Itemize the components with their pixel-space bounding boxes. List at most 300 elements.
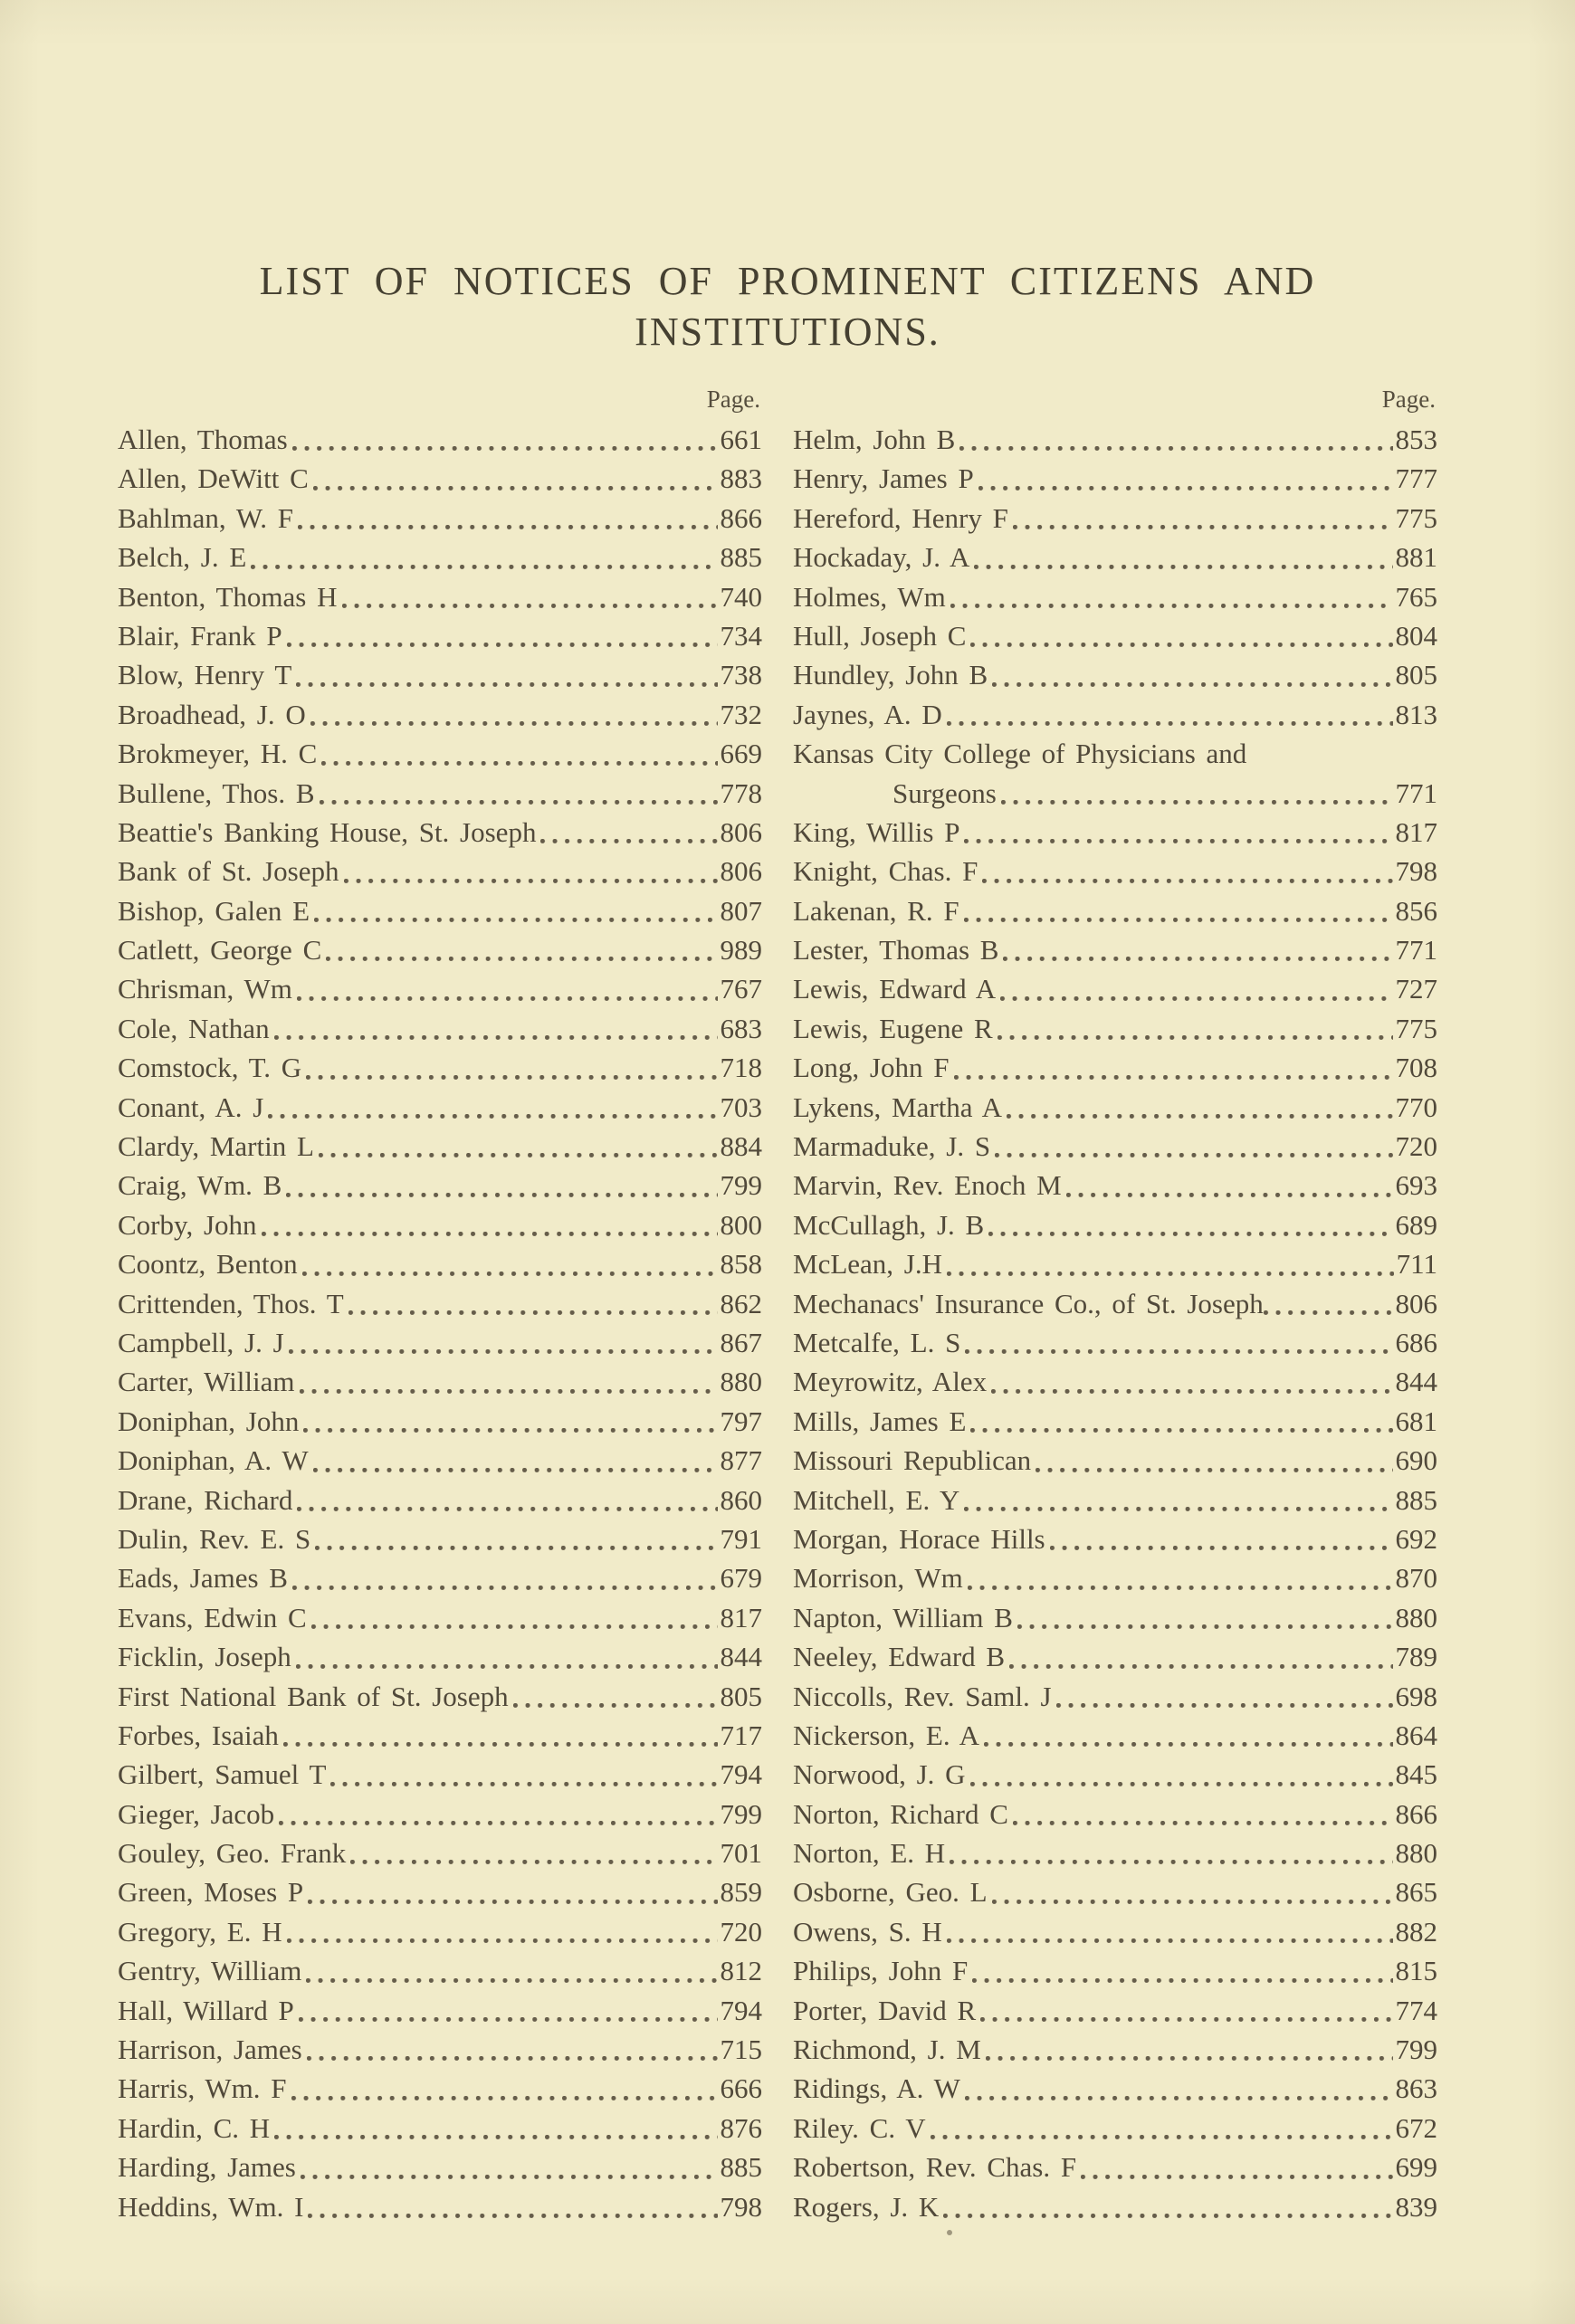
entry-name: Holmes, Wm bbox=[793, 580, 946, 613]
entry-page-number: 859 bbox=[720, 1876, 762, 1909]
dot-leader bbox=[513, 1677, 718, 1716]
dot-leader bbox=[992, 655, 1392, 694]
entry-page-number: 867 bbox=[720, 1326, 762, 1358]
entry-name: Gieger, Jacob bbox=[118, 1797, 275, 1830]
entry-name: Mills, James E bbox=[793, 1405, 967, 1437]
entry-name: Gouley, Geo. Frank bbox=[118, 1837, 347, 1870]
dot-leader bbox=[344, 852, 718, 891]
dot-leader bbox=[302, 1244, 718, 1283]
entry-page-number: 666 bbox=[720, 2072, 762, 2105]
entry-page-number: 699 bbox=[1395, 2151, 1437, 2184]
entry-page-number: 885 bbox=[720, 2151, 762, 2184]
entry-name: Hardin, C. H bbox=[118, 2111, 271, 2144]
entry-name: Lewis, Edward A bbox=[793, 973, 997, 1005]
entry-name: Benton, Thomas H bbox=[118, 580, 338, 613]
index-entry bbox=[118, 1284, 762, 1323]
index-entry bbox=[793, 2148, 1437, 2186]
dot-leader bbox=[319, 1127, 718, 1166]
dot-leader bbox=[970, 616, 1392, 655]
dot-leader bbox=[931, 2109, 1393, 2148]
dot-leader bbox=[995, 1127, 1392, 1166]
dot-leader bbox=[982, 852, 1392, 891]
index-entry bbox=[793, 969, 1437, 1008]
entry-name: Hockaday, J. A bbox=[793, 541, 970, 574]
index-entry bbox=[118, 1637, 762, 1676]
dot-leader bbox=[947, 1912, 1393, 1951]
index-entry bbox=[118, 1755, 762, 1794]
dot-leader bbox=[959, 420, 1392, 459]
entry-name: Metcalfe, L. S bbox=[793, 1326, 961, 1358]
entry-name: Norton, Richard C bbox=[793, 1797, 1008, 1830]
dot-leader bbox=[308, 2187, 717, 2226]
entry-page-number: 718 bbox=[720, 1052, 762, 1084]
index-entry bbox=[118, 1402, 762, 1441]
index-entry bbox=[793, 655, 1437, 694]
entry-name: Lester, Thomas B bbox=[793, 934, 999, 967]
index-entry bbox=[793, 420, 1437, 459]
entry-page-number: 679 bbox=[720, 1562, 762, 1595]
entry-name: Hereford, Henry F bbox=[793, 501, 1008, 534]
entry-page-number: 882 bbox=[1395, 1915, 1437, 1948]
index-entry bbox=[118, 734, 762, 773]
entry-page-number: 813 bbox=[1395, 698, 1437, 730]
index-entry bbox=[118, 2187, 762, 2226]
entry-page-number: 806 bbox=[1395, 1287, 1437, 1319]
index-entry bbox=[118, 1598, 762, 1637]
index-entry bbox=[118, 1362, 762, 1401]
entry-page-number: 794 bbox=[720, 1994, 762, 2026]
index-entry bbox=[793, 1481, 1437, 1519]
index-entry bbox=[793, 1755, 1437, 1794]
index-column-left bbox=[118, 384, 762, 2226]
dot-leader bbox=[310, 695, 718, 734]
entry-page-number: 775 bbox=[1395, 1012, 1437, 1044]
dot-leader bbox=[1081, 2148, 1392, 2186]
entry-page-number: 815 bbox=[1395, 1955, 1437, 1987]
entry-name: Marmaduke, J. S bbox=[793, 1130, 991, 1163]
entry-page-number: 797 bbox=[720, 1405, 762, 1437]
dot-leader bbox=[308, 1872, 717, 1911]
dot-leader bbox=[303, 1402, 717, 1441]
entry-page-number: 775 bbox=[1395, 501, 1437, 534]
entry-page-number: 866 bbox=[720, 501, 762, 534]
index-entry bbox=[793, 1362, 1437, 1401]
entry-page-number: 883 bbox=[720, 462, 762, 495]
entry-page-number: 683 bbox=[720, 1012, 762, 1044]
entry-name: Bahlman, W. F bbox=[118, 501, 294, 534]
index-entry bbox=[118, 1716, 762, 1755]
dot-leader bbox=[297, 1481, 717, 1519]
dot-leader bbox=[330, 1755, 717, 1794]
dot-leader bbox=[1009, 1637, 1392, 1676]
dot-leader bbox=[313, 459, 718, 498]
entry-page-number: 853 bbox=[1395, 424, 1437, 455]
page-title-line2: INSTITUTIONS. bbox=[635, 310, 940, 354]
dot-leader bbox=[306, 1951, 717, 1990]
entry-page-number: 774 bbox=[1395, 1994, 1437, 2026]
entry-name: Bullene, Thos. B bbox=[118, 776, 315, 809]
index-column-right bbox=[793, 384, 1437, 2226]
entry-page-number: 799 bbox=[720, 1797, 762, 1830]
index-entry bbox=[793, 2109, 1437, 2148]
index-entry bbox=[118, 2148, 762, 2186]
entry-page-number: 693 bbox=[1395, 1169, 1437, 1202]
entry-page-number: 880 bbox=[720, 1366, 762, 1398]
entry-name: Evans, Edwin C bbox=[118, 1601, 307, 1633]
index-entry bbox=[793, 1598, 1437, 1637]
index-entry bbox=[118, 695, 762, 734]
entry-name: Drane, Richard bbox=[118, 1483, 293, 1516]
entry-page-number: 862 bbox=[720, 1287, 762, 1319]
dot-leader bbox=[350, 1833, 717, 1872]
dot-leader bbox=[540, 813, 717, 852]
entry-name: Green, Moses P bbox=[118, 1876, 304, 1909]
dot-leader bbox=[314, 891, 717, 930]
dot-leader bbox=[954, 1048, 1393, 1087]
index-entry bbox=[793, 577, 1437, 616]
entry-name: Marvin, Rev. Enoch M bbox=[793, 1169, 1062, 1202]
index-entry bbox=[793, 734, 1437, 773]
entry-name: Long, John F bbox=[793, 1052, 950, 1084]
index-entry bbox=[118, 1127, 762, 1166]
index-entry bbox=[793, 930, 1437, 969]
entry-name: Jaynes, A. D bbox=[793, 698, 942, 730]
entry-name: Gentry, William bbox=[118, 1955, 302, 1987]
entry-name: Helm, John B bbox=[793, 424, 956, 455]
dot-leader bbox=[274, 1009, 718, 1048]
entry-page-number: 807 bbox=[720, 894, 762, 927]
entry-page-number: 800 bbox=[720, 1208, 762, 1241]
entry-page-number: 817 bbox=[720, 1601, 762, 1633]
index-entry bbox=[793, 2187, 1437, 2226]
entry-page-number: 771 bbox=[1395, 776, 1437, 809]
dot-leader bbox=[315, 1519, 717, 1558]
entry-name: Coontz, Benton bbox=[118, 1248, 298, 1281]
entry-name: Missouri Republican bbox=[793, 1444, 1032, 1477]
entry-page-number: 806 bbox=[720, 855, 762, 888]
dot-leader bbox=[268, 1088, 717, 1127]
index-entry bbox=[118, 420, 762, 459]
index-entry bbox=[118, 459, 762, 498]
dot-leader bbox=[980, 1991, 1392, 2030]
entry-page-number: 798 bbox=[1395, 855, 1437, 888]
dot-leader bbox=[950, 577, 1393, 616]
entry-name: Meyrowitz, Alex bbox=[793, 1366, 988, 1398]
index-entry bbox=[793, 1127, 1437, 1166]
entry-page-number: 771 bbox=[1395, 934, 1437, 967]
dot-leader bbox=[311, 1598, 718, 1637]
entry-page-number: 798 bbox=[720, 2190, 762, 2223]
entry-name: Mechanacs' Insurance Co., of St. Joseph bbox=[793, 1287, 1264, 1319]
index-entry bbox=[118, 1795, 762, 1833]
index-entry bbox=[793, 1558, 1437, 1597]
index-entry bbox=[118, 774, 762, 813]
entry-name: Blair, Frank P bbox=[118, 619, 282, 652]
entry-page-number: 799 bbox=[1395, 2034, 1437, 2066]
index-entry bbox=[118, 2109, 762, 2148]
index-entry bbox=[118, 813, 762, 852]
index-entry bbox=[793, 1323, 1437, 1362]
index-entry bbox=[118, 2069, 762, 2108]
index-entry bbox=[793, 1833, 1437, 1872]
entry-page-number: 698 bbox=[1395, 1680, 1437, 1712]
dot-leader bbox=[1013, 499, 1393, 538]
entry-page-number: 880 bbox=[1395, 1601, 1437, 1633]
index-entry bbox=[118, 577, 762, 616]
dot-leader bbox=[291, 2069, 718, 2108]
entry-name: Napton, William B bbox=[793, 1601, 1013, 1633]
dot-leader bbox=[968, 1558, 1393, 1597]
entry-page-number: 681 bbox=[1395, 1405, 1437, 1437]
index-entry bbox=[118, 1166, 762, 1205]
entry-name: Morrison, Wm bbox=[793, 1562, 963, 1595]
entry-page-number: 877 bbox=[720, 1444, 762, 1477]
index-entry bbox=[793, 813, 1437, 852]
entry-name: Belch, J. E bbox=[118, 541, 247, 574]
entry-name: Henry, James P bbox=[793, 462, 974, 495]
index-columns bbox=[118, 384, 1437, 2226]
entry-page-number: 734 bbox=[720, 619, 762, 652]
dot-leader bbox=[1017, 1598, 1393, 1637]
entry-page-number: 692 bbox=[1395, 1522, 1437, 1555]
entry-name: Brokmeyer, H. C bbox=[118, 738, 318, 770]
entry-name: Norwood, J. G bbox=[793, 1758, 966, 1791]
entry-name: Gregory, E. H bbox=[118, 1915, 282, 1948]
index-entry bbox=[118, 1323, 762, 1362]
dot-leader bbox=[289, 1323, 718, 1362]
entry-page-number: 791 bbox=[720, 1522, 762, 1555]
entry-name: Philips, John F bbox=[793, 1955, 969, 1987]
entry-page-number: 778 bbox=[720, 776, 762, 809]
entry-name: Hall, Willard P bbox=[118, 1994, 294, 2026]
entry-name: Allen, Thomas bbox=[118, 424, 288, 455]
entry-page-number: 866 bbox=[1395, 1797, 1437, 1830]
dot-leader bbox=[299, 1991, 718, 2030]
entry-name: Bank of St. Joseph bbox=[118, 855, 339, 888]
entry-page-number: 880 bbox=[1395, 1837, 1437, 1870]
index-entry bbox=[118, 1048, 762, 1087]
entry-name: Clardy, Martin L bbox=[118, 1130, 314, 1163]
entry-name: Allen, DeWitt C bbox=[118, 462, 309, 495]
entry-name: Carter, William bbox=[118, 1366, 295, 1398]
index-entry bbox=[118, 1872, 762, 1911]
entry-name: Doniphan, A. W bbox=[118, 1444, 309, 1477]
entry-page-number: 708 bbox=[1395, 1052, 1437, 1084]
entry-name: Forbes, Isaiah bbox=[118, 1719, 279, 1751]
entry-page-number: 701 bbox=[720, 1837, 762, 1870]
entry-name: First National Bank of St. Joseph bbox=[118, 1680, 509, 1712]
dot-leader bbox=[306, 1048, 717, 1087]
index-entry bbox=[118, 852, 762, 891]
index-entry bbox=[118, 891, 762, 930]
entry-name: Blow, Henry T bbox=[118, 659, 292, 691]
index-entry bbox=[793, 774, 1437, 813]
entry-page-number: 767 bbox=[720, 973, 762, 1005]
dot-leader bbox=[964, 1481, 1392, 1519]
entry-name: Riley. C. V bbox=[793, 2111, 926, 2144]
entry-page-number: 885 bbox=[720, 541, 762, 574]
dot-leader bbox=[348, 1284, 718, 1323]
entry-name: Knight, Chas. F bbox=[793, 855, 978, 888]
entry-page-number: 717 bbox=[720, 1719, 762, 1751]
dot-leader bbox=[1007, 1088, 1393, 1127]
entry-name: Richmond, J. M bbox=[793, 2034, 981, 2066]
index-entry bbox=[793, 1205, 1437, 1244]
index-entry bbox=[118, 1481, 762, 1519]
index-entry bbox=[118, 1519, 762, 1558]
entry-name: Crittenden, Thos. T bbox=[118, 1287, 344, 1319]
entry-name: Catlett, George C bbox=[118, 934, 322, 967]
index-entry bbox=[793, 499, 1437, 538]
entry-page-number: 669 bbox=[720, 738, 762, 770]
entry-page-number: 881 bbox=[1395, 541, 1437, 574]
dot-leader bbox=[283, 1716, 718, 1755]
index-entry bbox=[793, 616, 1437, 655]
entry-page-number: 989 bbox=[720, 934, 762, 967]
dot-leader bbox=[978, 459, 1393, 498]
entry-page-number: 845 bbox=[1395, 1758, 1437, 1791]
entry-page-number: 770 bbox=[1395, 1091, 1437, 1123]
dot-leader bbox=[251, 538, 717, 576]
index-entry bbox=[793, 1519, 1437, 1558]
index-entry bbox=[118, 1441, 762, 1480]
entry-name: Surgeons bbox=[892, 776, 997, 809]
dot-leader bbox=[321, 734, 717, 773]
index-entry bbox=[793, 1088, 1437, 1127]
index-list-left bbox=[118, 420, 762, 2226]
entry-name: Rogers, J. K bbox=[793, 2190, 940, 2223]
index-entry bbox=[793, 1991, 1437, 2030]
entry-page-number: 740 bbox=[720, 580, 762, 613]
entry-page-number: 812 bbox=[720, 1955, 762, 1987]
dot-leader bbox=[313, 1441, 718, 1480]
entry-name: Robertson, Rev. Chas. F bbox=[793, 2151, 1077, 2184]
entry-name: Chrisman, Wm bbox=[118, 973, 292, 1005]
dot-leader bbox=[287, 1912, 718, 1951]
entry-page-number: 870 bbox=[1395, 1562, 1437, 1595]
index-entry bbox=[793, 538, 1437, 576]
dot-leader bbox=[1050, 1519, 1393, 1558]
entry-page-number: 789 bbox=[1395, 1641, 1437, 1673]
entry-page-number: 777 bbox=[1395, 462, 1437, 495]
index-entry bbox=[793, 891, 1437, 930]
dot-leader bbox=[965, 2069, 1393, 2108]
dot-leader bbox=[1036, 1441, 1392, 1480]
dot-leader bbox=[292, 420, 718, 459]
dot-leader bbox=[1000, 969, 1392, 1008]
page-column-header-right: Page. bbox=[1381, 386, 1436, 413]
dot-leader bbox=[964, 813, 1392, 852]
entry-name: Nickerson, E. A bbox=[793, 1719, 980, 1751]
entry-page-number: 690 bbox=[1395, 1444, 1437, 1477]
dot-leader bbox=[297, 969, 718, 1008]
index-entry bbox=[793, 1795, 1437, 1833]
entry-page-number: 865 bbox=[1395, 1876, 1437, 1909]
dot-leader bbox=[943, 2187, 1392, 2226]
index-entry bbox=[793, 1009, 1437, 1048]
index-entry bbox=[793, 852, 1437, 891]
entry-page-number: 799 bbox=[720, 1169, 762, 1202]
entry-page-number: 804 bbox=[1395, 619, 1437, 652]
entry-name: Comstock, T. G bbox=[118, 1052, 302, 1084]
entry-page-number: 715 bbox=[720, 2034, 762, 2066]
entry-page-number: 876 bbox=[720, 2111, 762, 2144]
page-title-line1: LIST OF NOTICES OF PROMINENT CITIZENS AND bbox=[259, 259, 1316, 303]
dot-leader bbox=[984, 1716, 1392, 1755]
entry-name: Owens, S. H bbox=[793, 1915, 942, 1948]
index-entry bbox=[118, 538, 762, 576]
index-entry bbox=[793, 1048, 1437, 1087]
dot-leader bbox=[950, 1833, 1392, 1872]
entry-page-number: 860 bbox=[720, 1483, 762, 1516]
dot-leader bbox=[279, 1795, 717, 1833]
dot-leader bbox=[998, 1009, 1393, 1048]
dot-leader bbox=[1056, 1677, 1393, 1716]
entry-name: Eads, James B bbox=[118, 1562, 288, 1595]
index-entry bbox=[118, 1009, 762, 1048]
entry-page-number: 794 bbox=[720, 1758, 762, 1791]
index-entry bbox=[118, 1205, 762, 1244]
dot-leader bbox=[964, 891, 1393, 930]
entry-name: Doniphan, John bbox=[118, 1405, 300, 1437]
entry-page-number: 844 bbox=[1395, 1366, 1437, 1398]
entry-name: Lakenan, R. F bbox=[793, 894, 959, 927]
entry-name: Cole, Nathan bbox=[118, 1012, 270, 1044]
entry-name: Hundley, John B bbox=[793, 659, 988, 691]
dot-leader bbox=[287, 616, 718, 655]
index-entry bbox=[793, 1441, 1437, 1480]
index-entry bbox=[118, 1951, 762, 1990]
index-entry bbox=[118, 616, 762, 655]
entry-page-number: 856 bbox=[1395, 894, 1437, 927]
index-entry bbox=[793, 695, 1437, 734]
dot-leader bbox=[296, 1637, 718, 1676]
entry-name: Niccolls, Rev. Saml. J bbox=[793, 1680, 1052, 1712]
dot-leader bbox=[970, 1755, 1393, 1794]
dot-leader bbox=[320, 774, 718, 813]
index-entry bbox=[793, 1912, 1437, 1951]
entry-name: Campbell, J. J bbox=[118, 1326, 284, 1358]
entry-page-number: 806 bbox=[720, 815, 762, 848]
entry-name: McCullagh, J. B bbox=[793, 1208, 985, 1241]
entry-page-number: 885 bbox=[1395, 1483, 1437, 1516]
entry-page-number: 672 bbox=[1395, 2111, 1437, 2144]
entry-page-number: 720 bbox=[720, 1915, 762, 1948]
index-entry bbox=[793, 459, 1437, 498]
entry-name: Ridings, A. W bbox=[793, 2072, 960, 2105]
index-entry bbox=[118, 930, 762, 969]
entry-name: Hull, Joseph C bbox=[793, 619, 967, 652]
entry-page-number: 858 bbox=[720, 1248, 762, 1281]
entry-page-number: 711 bbox=[1396, 1248, 1437, 1281]
entry-name: Lykens, Martha A bbox=[793, 1091, 1002, 1123]
index-entry bbox=[793, 1677, 1437, 1716]
entry-name: Gilbert, Samuel T bbox=[118, 1758, 327, 1791]
index-entry bbox=[793, 1244, 1437, 1283]
entry-name: Beattie's Banking House, St. Joseph bbox=[118, 815, 537, 848]
dot-leader bbox=[301, 2148, 718, 2186]
entry-page-number: 765 bbox=[1395, 580, 1437, 613]
entry-name: Porter, David R bbox=[793, 1994, 977, 2026]
dot-leader bbox=[947, 695, 1393, 734]
entry-name: Harrison, James bbox=[118, 2034, 302, 2066]
entry-name: Corby, John bbox=[118, 1208, 257, 1241]
index-list-right bbox=[793, 420, 1437, 2226]
entry-name: Harding, James bbox=[118, 2151, 296, 2184]
dot-leader bbox=[988, 1205, 1392, 1244]
entry-name: Lewis, Eugene R bbox=[793, 1012, 993, 1044]
entry-page-number: 689 bbox=[1395, 1208, 1437, 1241]
